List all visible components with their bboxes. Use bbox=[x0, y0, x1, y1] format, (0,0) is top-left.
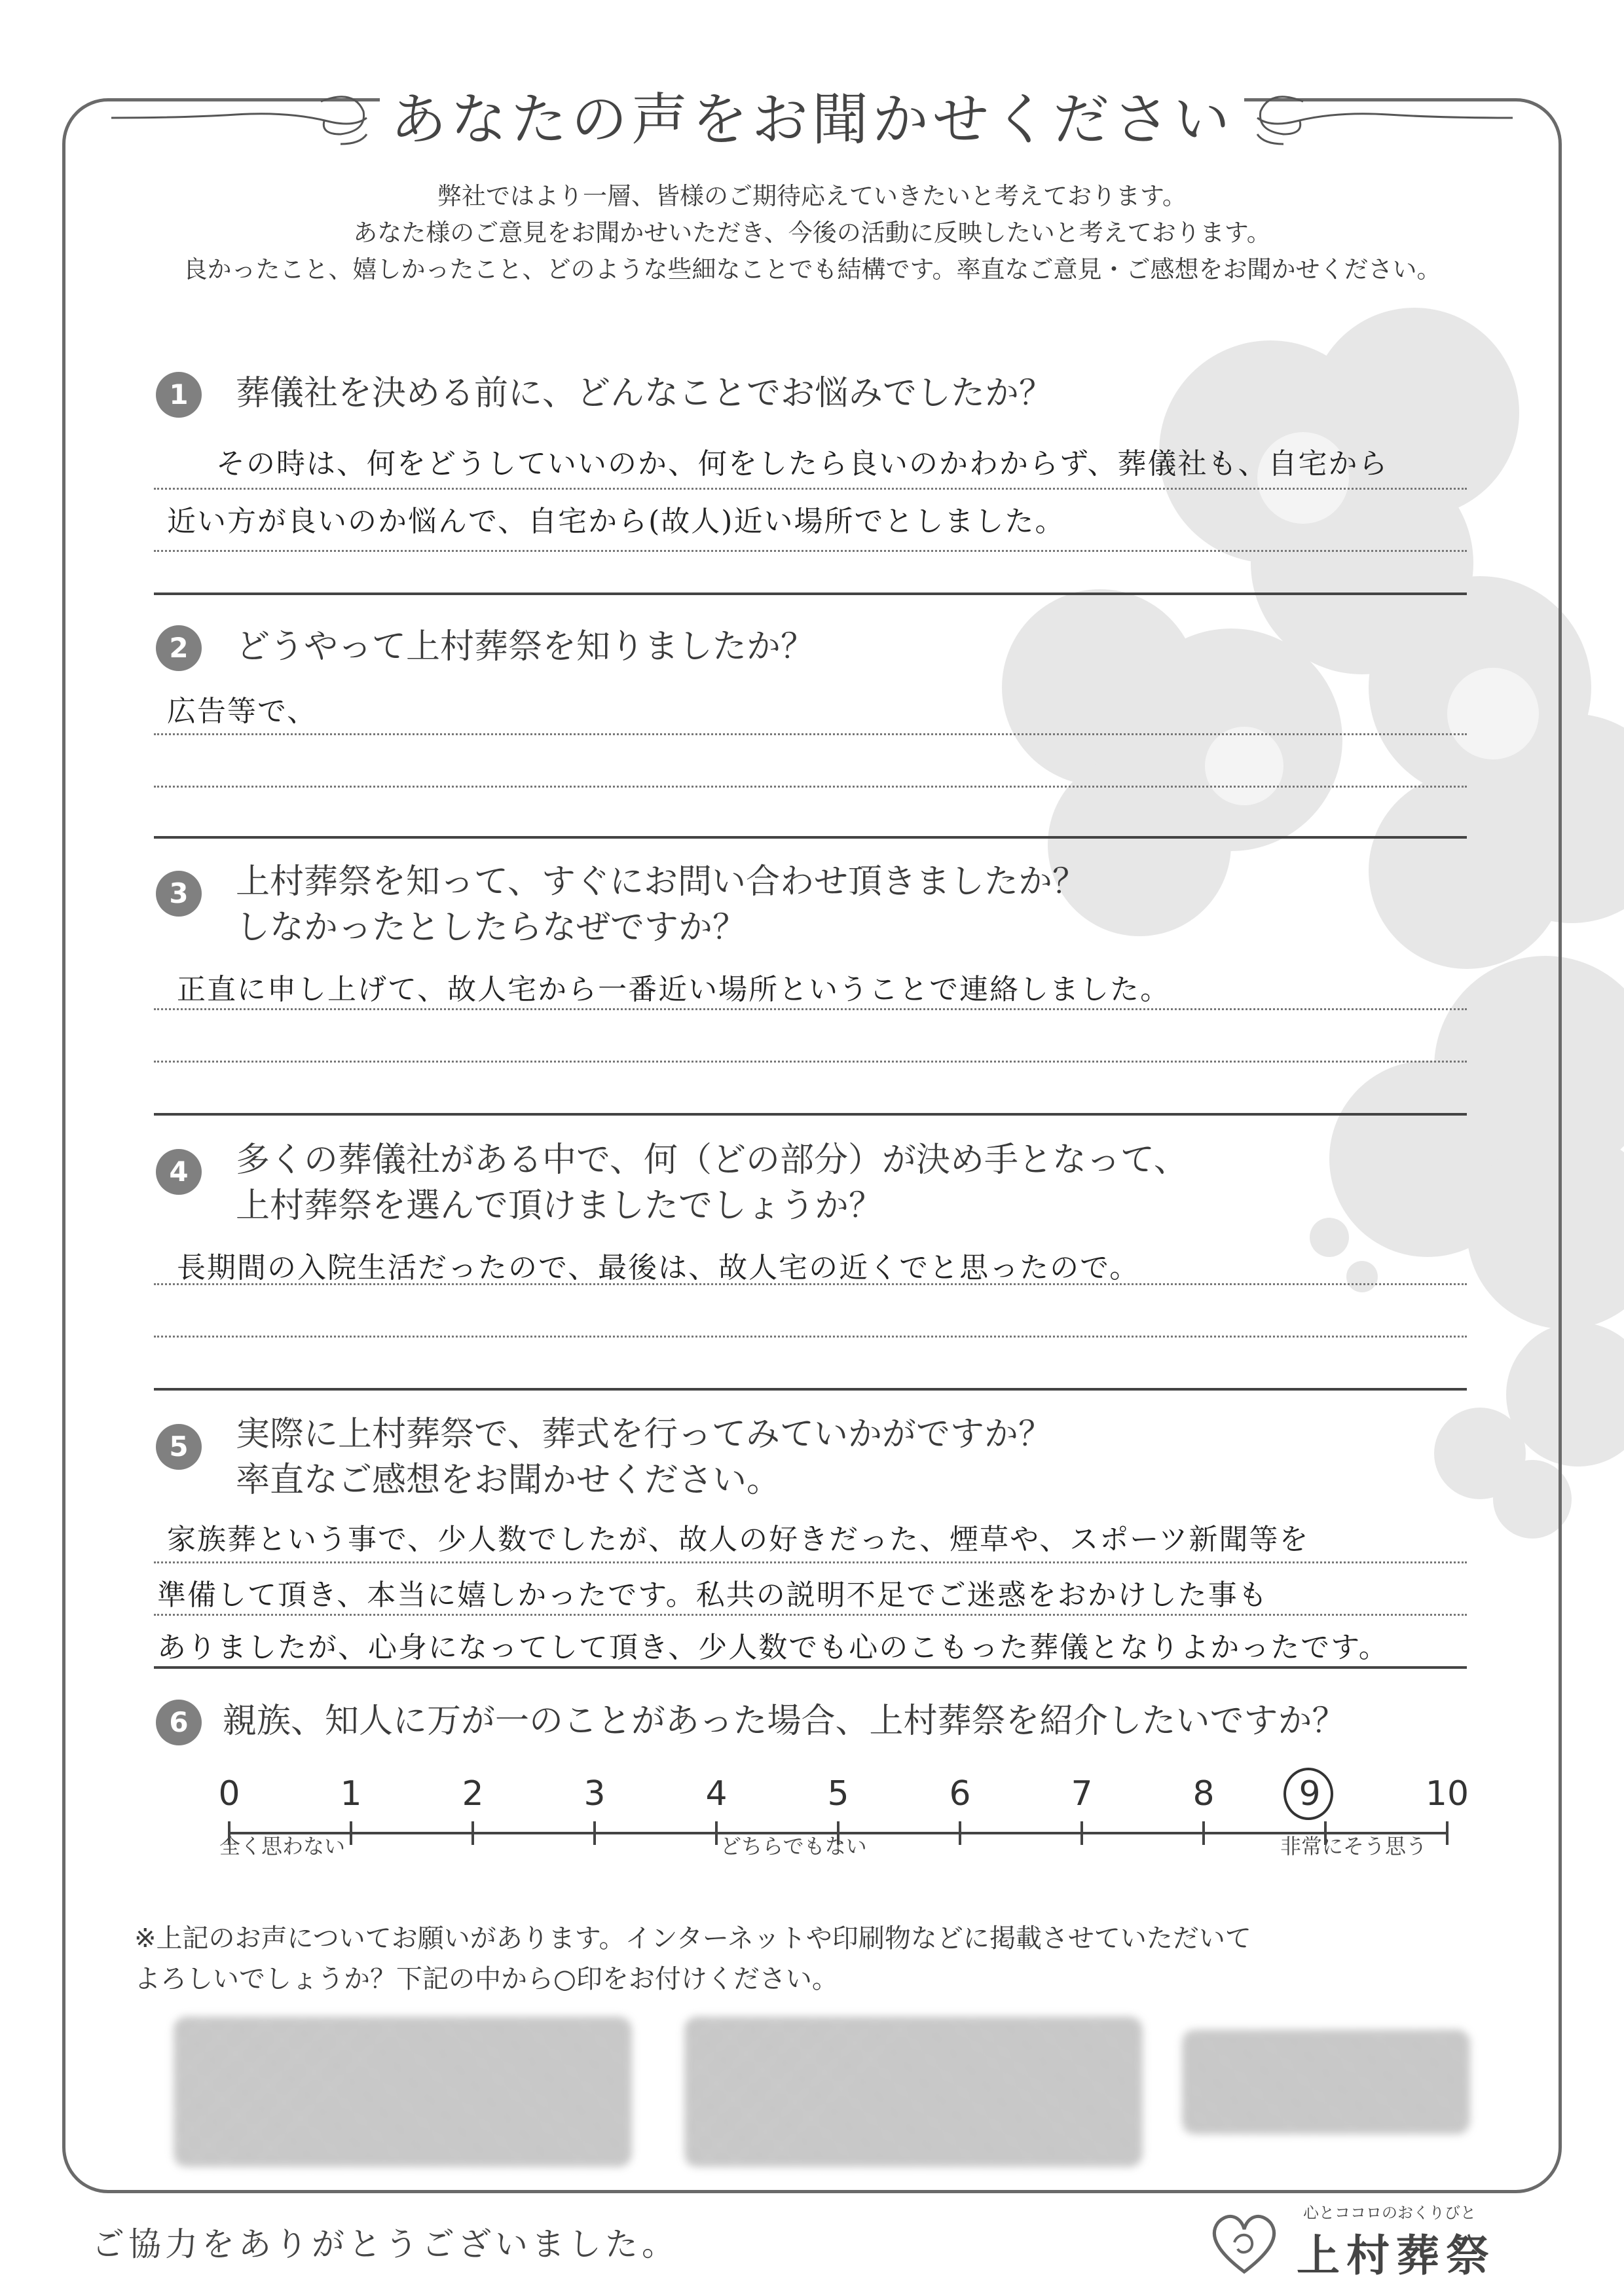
question-number-2: 2 bbox=[156, 625, 202, 671]
scale-label-7[interactable]: 7 bbox=[1071, 1774, 1093, 1813]
answer-5-line-3[interactable]: ありましたが、心身になってして頂き、少人数でも心のこもった葬儀となりよかったです。 bbox=[157, 1631, 1389, 1664]
answer-line bbox=[154, 550, 1467, 552]
answer-line bbox=[154, 1336, 1467, 1338]
logo-tagline: 心とココロのおくりびと bbox=[1303, 2204, 1476, 2222]
answer-1-line-2[interactable]: 近い方が良いのか悩んで、自宅から(故人)近い場所でとしました。 bbox=[167, 505, 1065, 538]
scale-label-10[interactable]: 10 bbox=[1425, 1774, 1469, 1813]
thanks-message: ご協力をありがとうございました。 bbox=[92, 2225, 678, 2263]
publication-note bbox=[134, 1918, 1444, 1999]
answer-1-line-1[interactable]: その時は、何をどうしていいのか、何をしたら良いのかわからず、葬儀社も、自宅から bbox=[216, 447, 1389, 481]
scale-label-1[interactable]: 1 bbox=[340, 1774, 362, 1813]
section-divider bbox=[154, 836, 1467, 839]
question-1-text: 葬儀社を決める前に、どんなことでお悩みでしたか？ bbox=[236, 374, 1054, 413]
answer-line bbox=[154, 1283, 1467, 1285]
answer-line bbox=[154, 1561, 1467, 1563]
answer-line bbox=[154, 786, 1467, 788]
scale-label-6[interactable]: 6 bbox=[949, 1774, 971, 1813]
section-divider bbox=[154, 1388, 1467, 1391]
redacted-option-1[interactable] bbox=[174, 2016, 632, 2167]
question-4-text-line-2: 上村葬祭を選んで頂けましたでしょうか？ bbox=[236, 1186, 883, 1226]
question-3-text-line-1: 上村葬祭を知って、すぐにお問い合わせ頂きましたか？ bbox=[236, 862, 1086, 902]
intro-line: 良かったこと、嬉しかったこと、どのような些細なことでも結構です。率直なご意見・ご感想をお聞かせください。 bbox=[183, 255, 1441, 283]
scale-caption-high: 非常にそう思う bbox=[1280, 1834, 1428, 1859]
answer-3-line-1[interactable]: 正直に申し上げて、故人宅から一番近い場所ということで連絡しました。 bbox=[177, 973, 1171, 1006]
answer-5-line-1[interactable]: 家族葬という事で、少人数でしたが、故人の好きだった、煙草や、スポーツ新聞等を bbox=[167, 1523, 1310, 1556]
answer-4-line-1[interactable]: 長期間の入院生活だったので、最後は、故人宅の近くでと思ったので。 bbox=[177, 1251, 1140, 1285]
question-5-text-line-2: 率直なご感想をお聞かせください。 bbox=[236, 1461, 781, 1500]
question-number-3: 3 bbox=[156, 871, 202, 917]
redacted-option-3[interactable] bbox=[1182, 2030, 1470, 2134]
question-number-6: 6 bbox=[156, 1700, 202, 1745]
question-number-4: 4 bbox=[156, 1149, 202, 1195]
intro-text bbox=[151, 178, 1473, 288]
scale-label-5[interactable]: 5 bbox=[827, 1774, 849, 1813]
page-title: あなたの声をお聞かせください bbox=[380, 84, 1244, 156]
company-logo bbox=[1205, 2200, 1545, 2285]
answer-line bbox=[154, 1008, 1467, 1010]
answer-line bbox=[154, 1614, 1467, 1616]
scale-label-3[interactable]: 3 bbox=[583, 1774, 606, 1813]
question-3-text-line-2: しなかったとしたらなぜですか？ bbox=[236, 908, 747, 947]
scale-label-4[interactable]: 4 bbox=[705, 1774, 728, 1813]
scale-caption-mid: どちらでもない bbox=[720, 1834, 867, 1859]
note-line: ※上記のお声についてお願いがあります。インターネットや印刷物などに掲載させていただいて bbox=[134, 1923, 1251, 1954]
note-line: よろしいでしょうか？下記の中から○印をお付けください。 bbox=[134, 1964, 838, 1994]
answer-2-line-1[interactable]: 広告等で、 bbox=[167, 695, 318, 728]
intro-line: 弊社ではより一層、皆様のご期待応えていきたいと考えております。 bbox=[437, 182, 1187, 210]
left-flourish-icon bbox=[105, 82, 380, 154]
scale-label-8[interactable]: 8 bbox=[1192, 1774, 1215, 1813]
scale-caption-low: 全く思わない bbox=[219, 1834, 346, 1859]
redacted-option-2[interactable] bbox=[684, 2016, 1143, 2167]
answer-5-line-2[interactable]: 準備して頂き、本当に嬉しかったです。私共の説明不足でご迷惑をおかけした事も bbox=[157, 1578, 1268, 1612]
section-divider bbox=[154, 592, 1467, 595]
answer-line bbox=[154, 733, 1467, 735]
question-number-1: 1 bbox=[156, 372, 202, 418]
section-divider bbox=[154, 1666, 1467, 1669]
heart-logo-icon bbox=[1205, 2206, 1283, 2278]
answer-line bbox=[154, 488, 1467, 490]
question-number-5: 5 bbox=[156, 1424, 202, 1470]
intro-line: あなた様のご意見をお聞かせいただき、今後の活動に反映したいと考えております。 bbox=[353, 219, 1271, 247]
scale-label-9[interactable]: 9 bbox=[1299, 1774, 1321, 1813]
logo-name: 上村葬祭 bbox=[1297, 2231, 1496, 2281]
section-divider bbox=[154, 1113, 1467, 1116]
scale-label-2[interactable]: 2 bbox=[462, 1774, 484, 1813]
selected-rating-circle bbox=[1283, 1768, 1333, 1820]
question-6-text: 親族、知人に万が一のことがあった場合、上村葬祭を紹介したいですか？ bbox=[223, 1702, 1346, 1741]
answer-line bbox=[154, 1061, 1467, 1063]
right-flourish-icon bbox=[1244, 82, 1519, 154]
question-4-text-line-1: 多くの葬儀社がある中で、何（どの部分）が決め手となって、 bbox=[236, 1140, 1188, 1180]
question-2-text: どうやって上村葬祭を知りましたか？ bbox=[236, 627, 815, 666]
scale-label-0[interactable]: 0 bbox=[218, 1774, 240, 1813]
question-5-text-line-1: 実際に上村葬祭で、葬式を行ってみていかがですか？ bbox=[236, 1415, 1052, 1454]
